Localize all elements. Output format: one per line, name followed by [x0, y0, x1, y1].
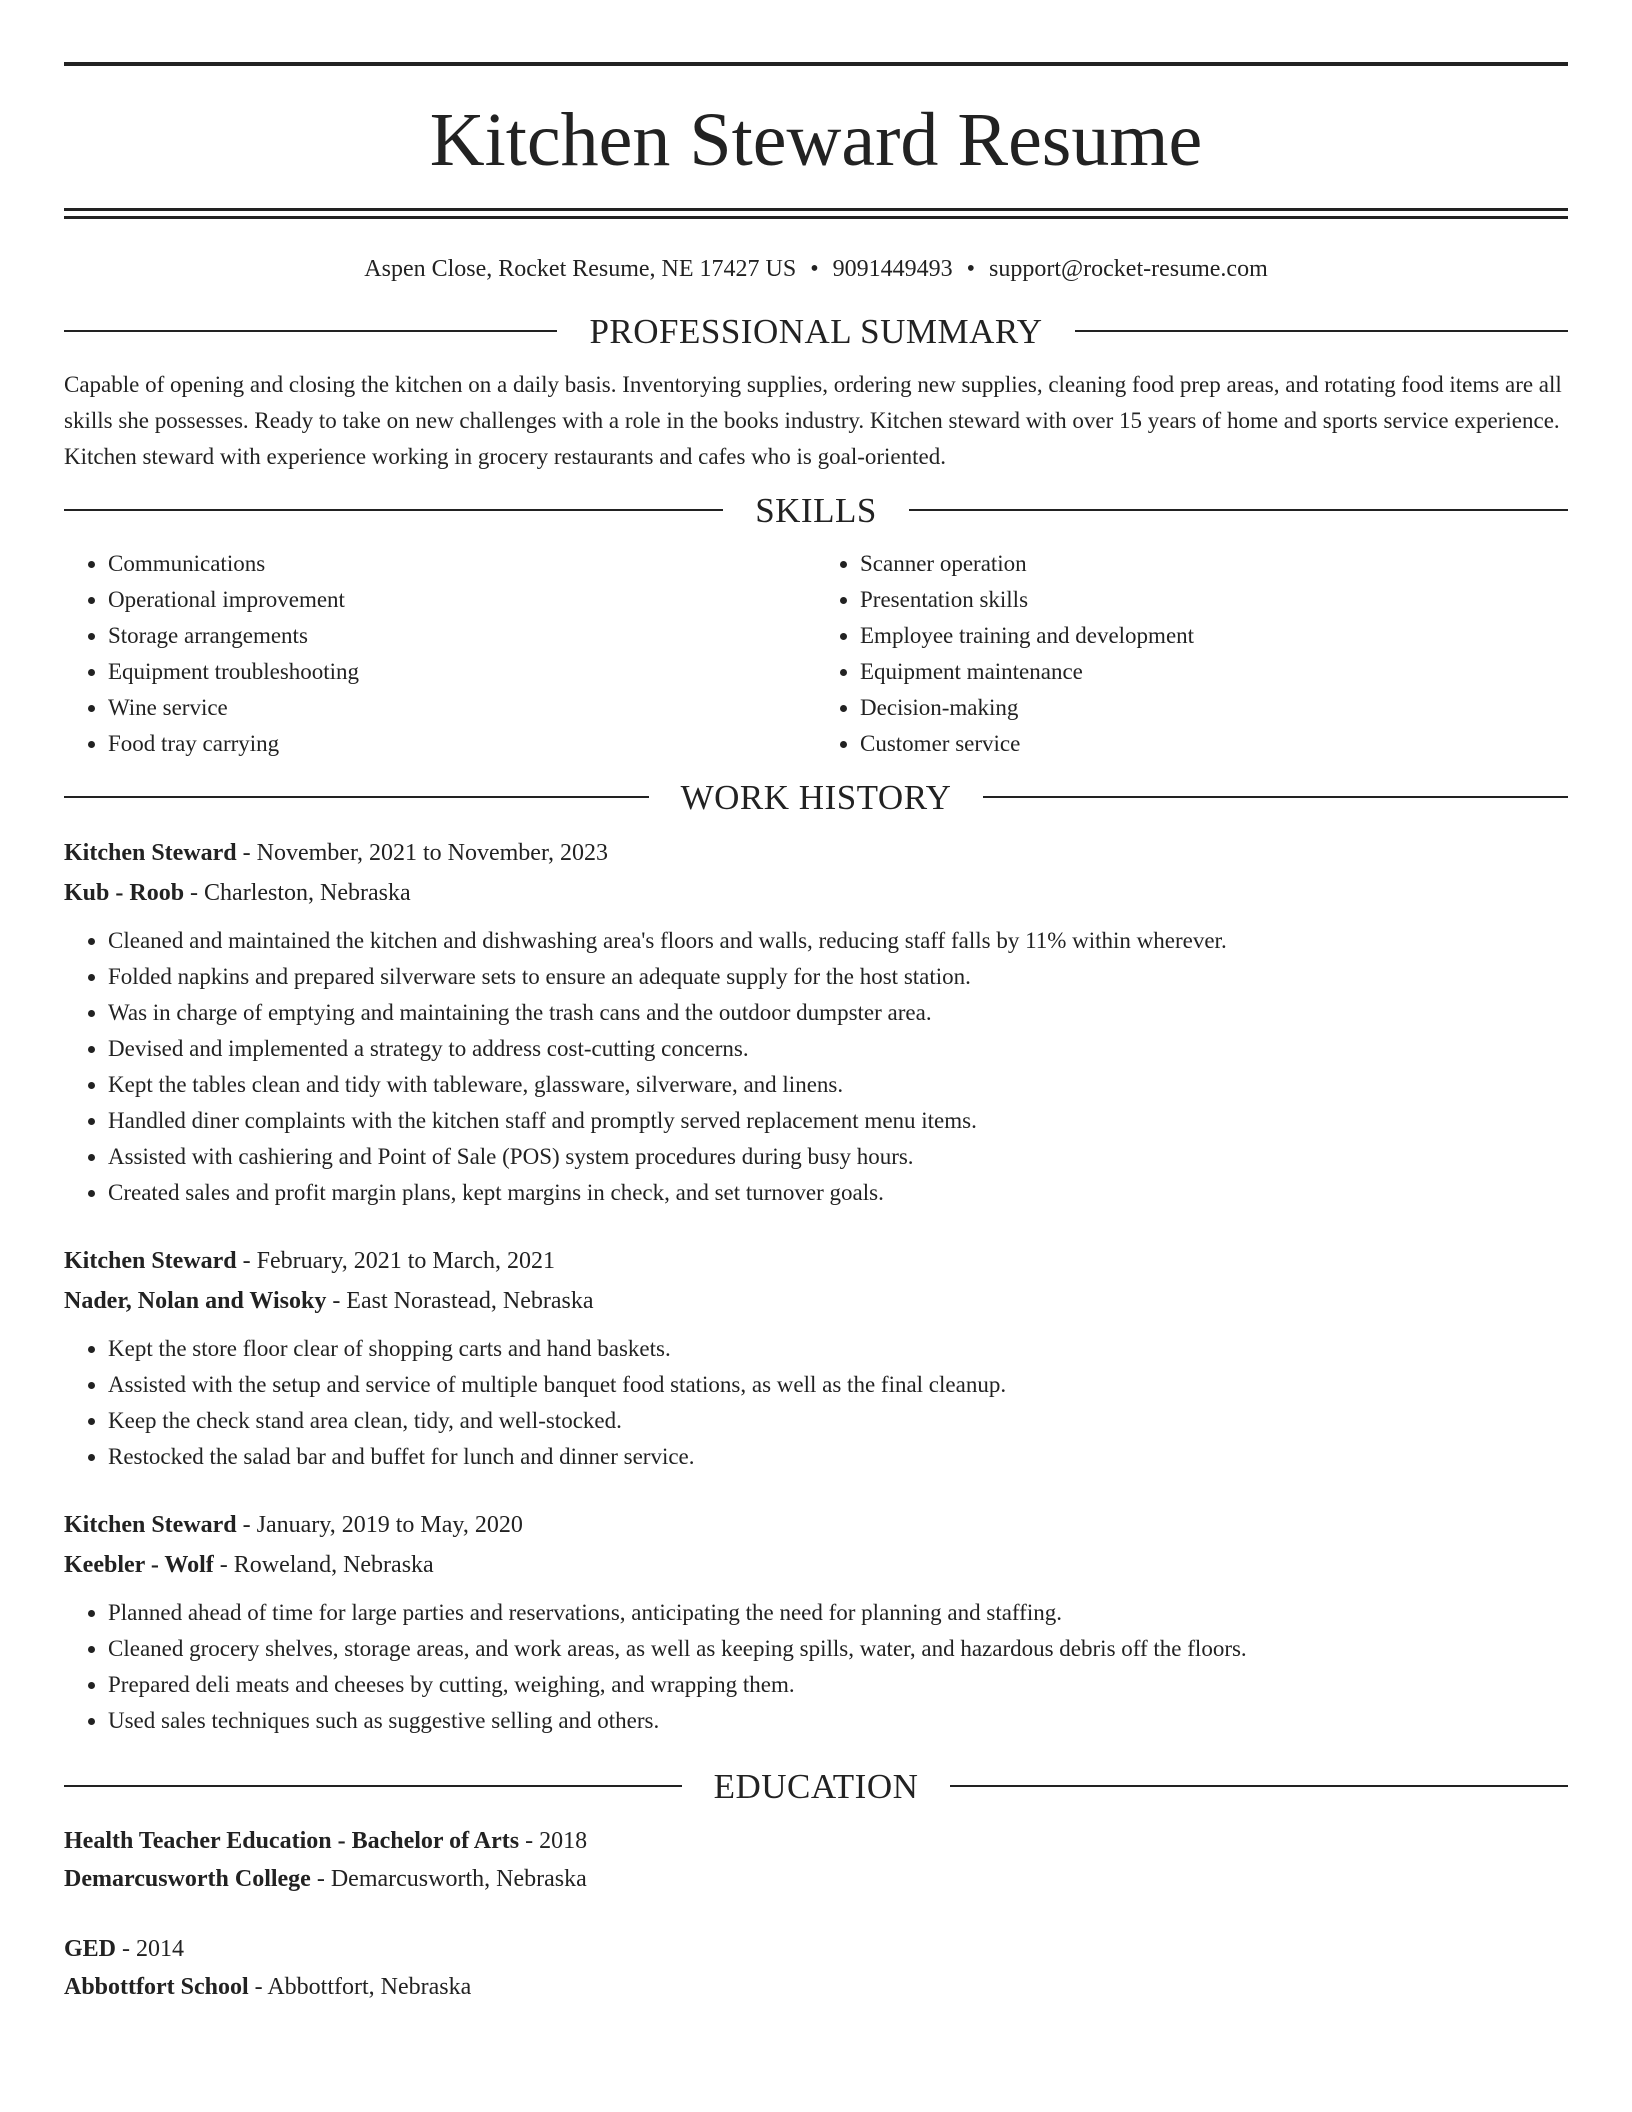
summary-section-heading — [64, 311, 1568, 351]
education-school-line — [64, 1860, 1568, 1898]
job-bullets — [64, 1595, 1568, 1739]
job-title-line — [64, 1505, 1568, 1545]
education-school: Abbottfort School — [64, 1973, 249, 2000]
skill-item: • Presentation skills — [860, 582, 1568, 618]
summary-heading: PROFESSIONAL SUMMARY — [589, 311, 1043, 351]
job-bullet: • Handled diner complaints with the kitchen staff and promptly served replacement menu items. — [108, 1103, 1568, 1139]
job-title: Kitchen Steward — [64, 839, 237, 866]
summary-text: Capable of opening and closing the kitchen on a daily basis. Inventorying supplies, ordering new supplies, cleaning food prep areas, and rotating food items are all skills she possesses. Ready to take on new challenges with a role in the books industry. Kitchen steward with over 15 years of home and sports service experience. Kitchen steward with experience working in grocery restaurants and cafes who is goal-oriented. — [64, 371, 1562, 469]
contact-email: support@rocket-resume.com — [989, 256, 1268, 282]
job-location: - Charleston, Nebraska — [184, 879, 411, 906]
job-bullet: • Assisted with cashiering and Point of Sale (POS) system procedures during busy hours. — [108, 1139, 1568, 1175]
job-bullet: • Restocked the salad bar and buffet for lunch and dinner service. — [108, 1439, 1568, 1475]
job-bullet: • Kept the store floor clear of shopping carts and hand baskets. — [108, 1331, 1568, 1367]
skills-column-right — [816, 546, 1568, 762]
job-bullet: • Created sales and profit margin plans, kept margins in check, and set turnover goals. — [108, 1175, 1568, 1211]
job-title: Kitchen Steward — [64, 1247, 237, 1274]
page-title: Kitchen Steward Resume — [429, 98, 1203, 182]
job-title-line — [64, 1241, 1568, 1281]
skills-list — [64, 546, 1568, 762]
job-dates: - February, 2021 to March, 2021 — [236, 1247, 556, 1274]
education-entry — [64, 1822, 1568, 1898]
skill-item: • Scanner operation — [860, 546, 1568, 582]
skills-heading: SKILLS — [755, 490, 877, 530]
skill-item: • Customer service — [860, 726, 1568, 762]
job-bullet: • Was in charge of emptying and maintaining the trash cans and the outdoor dumpster area. — [108, 995, 1568, 1031]
title-double-rule — [64, 208, 1568, 219]
job-bullets — [64, 923, 1568, 1211]
job-company-line — [64, 1281, 1568, 1321]
education-section-heading — [64, 1766, 1568, 1806]
job-bullet: • Folded napkins and prepared silverware sets to ensure an adequate supply for the host station. — [108, 959, 1568, 995]
education-location: - Demarcusworth, Nebraska — [310, 1865, 587, 1892]
job-company: Kub - Roob — [64, 879, 185, 906]
top-rule — [64, 62, 1568, 66]
education-location: - Abbottfort, Nebraska — [248, 1973, 472, 2000]
job-location: - East Norastead, Nebraska — [326, 1287, 594, 1314]
job-bullet: • Planned ahead of time for large parties and reservations, anticipating the need for planning and staffing. — [108, 1595, 1568, 1631]
skill-item: • Equipment maintenance — [860, 654, 1568, 690]
skill-item: • Equipment troubleshooting — [108, 654, 816, 690]
job-bullet: • Cleaned and maintained the kitchen and dishwashing area's floors and walls, reducing staff falls by 11% within wherever. — [108, 923, 1568, 959]
education-school: Demarcusworth College — [64, 1865, 311, 1892]
work-heading: WORK HISTORY — [680, 777, 952, 817]
skill-item: • Storage arrangements — [108, 618, 816, 654]
contact-separator: • — [966, 256, 976, 282]
job-bullet: • Devised and implemented a strategy to address cost-cutting concerns. — [108, 1031, 1568, 1067]
education-degree: Health Teacher Education - Bachelor of Arts — [64, 1827, 520, 1854]
skill-item: • Communications — [108, 546, 816, 582]
contact-address: Aspen Close, Rocket Resume, NE 17427 US — [364, 256, 797, 282]
contact-separator: • — [810, 256, 819, 282]
job-bullet: • Prepared deli meats and cheeses by cutting, weighing, and wrapping them. — [108, 1667, 1568, 1703]
education-school-line — [64, 1968, 1568, 2006]
skill-item: • Wine service — [108, 690, 816, 726]
skill-item: • Food tray carrying — [108, 726, 816, 762]
education-entry — [64, 1930, 1568, 2006]
job-company: Nader, Nolan and Wisoky — [64, 1287, 327, 1314]
job-entry — [64, 833, 1568, 1211]
job-entry — [64, 1505, 1568, 1739]
job-bullets — [64, 1331, 1568, 1475]
education-year: - 2014 — [116, 1935, 185, 1962]
skills-section-heading — [64, 490, 1568, 530]
education-degree-line — [64, 1930, 1568, 1968]
work-section-heading — [64, 777, 1568, 817]
job-dates: - November, 2021 to November, 2023 — [236, 839, 608, 866]
skill-item: • Operational improvement — [108, 582, 816, 618]
job-entry — [64, 1241, 1568, 1475]
skill-item: • Employee training and development — [860, 618, 1568, 654]
job-dates: - January, 2019 to May, 2020 — [236, 1511, 523, 1538]
job-bullet: • Cleaned grocery shelves, storage areas, and work areas, as well as keeping spills, water, and hazardous debris off the floors. — [108, 1631, 1568, 1667]
job-company-line — [64, 1545, 1568, 1585]
education-heading: EDUCATION — [713, 1766, 919, 1806]
job-title: Kitchen Steward — [64, 1511, 237, 1538]
education-year: - 2018 — [519, 1827, 588, 1854]
contact-line — [64, 255, 1568, 284]
skills-column-left — [64, 546, 816, 762]
education-degree: GED — [64, 1935, 117, 1962]
skill-item: • Decision-making — [860, 690, 1568, 726]
job-company: Keebler - Wolf — [64, 1551, 214, 1578]
job-bullet: • Keep the check stand area clean, tidy, and well-stocked. — [108, 1403, 1568, 1439]
job-location: - Roweland, Nebraska — [213, 1551, 434, 1578]
job-company-line — [64, 873, 1568, 913]
education-degree-line — [64, 1822, 1568, 1860]
contact-phone: 9091449493 — [832, 256, 953, 282]
job-bullet: • Used sales techniques such as suggestive selling and others. — [108, 1703, 1568, 1739]
job-bullet: • Assisted with the setup and service of multiple banquet food stations, as well as the final cleanup. — [108, 1367, 1568, 1403]
job-title-line — [64, 833, 1568, 873]
job-bullet: • Kept the tables clean and tidy with tableware, glassware, silverware, and linens. — [108, 1067, 1568, 1103]
